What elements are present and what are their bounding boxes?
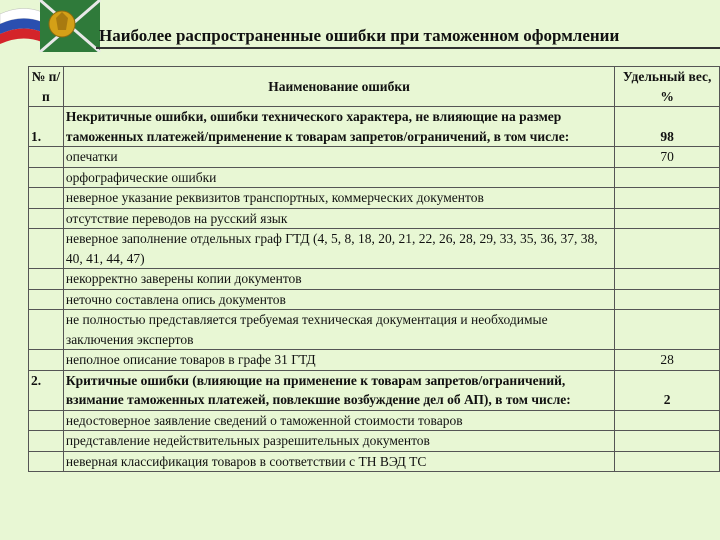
section1-num: 1. xyxy=(29,107,64,147)
header-weight: Удельный вес, % xyxy=(615,67,720,107)
row-weight xyxy=(615,310,720,350)
row-num-cell xyxy=(29,188,64,209)
row-weight xyxy=(615,269,720,290)
section2-weight: 2 xyxy=(615,370,720,410)
section2-row xyxy=(29,370,720,410)
slide-header xyxy=(0,0,720,56)
table-row xyxy=(29,289,720,310)
row-num-cell xyxy=(29,451,64,472)
row-error-text: неверная классификация товаров в соответствии с ТН ВЭД ТС xyxy=(63,451,614,472)
section2-title: Критичные ошибки (влияющие на применение к товарам запретов/ограничений, взимание таможенных платежей, повлекшие возбуждение дел об АП), в том числе: xyxy=(63,370,614,410)
row-weight xyxy=(615,229,720,269)
row-error-text: некорректно заверены копии документов xyxy=(63,269,614,290)
row-num-cell xyxy=(29,410,64,431)
row-error-text: опечатки xyxy=(63,147,614,168)
row-error-text: не полностью представляется требуемая техническая документация и необходимые заключения экспертов xyxy=(63,310,614,350)
row-weight xyxy=(615,167,720,188)
title-underline xyxy=(96,47,720,49)
table-row xyxy=(29,229,720,269)
table-row xyxy=(29,167,720,188)
table-row xyxy=(29,310,720,350)
row-num-cell xyxy=(29,269,64,290)
row-weight xyxy=(615,431,720,452)
row-num-cell xyxy=(29,431,64,452)
section2-num: 2. xyxy=(29,370,64,410)
row-num-cell xyxy=(29,208,64,229)
row-num-cell xyxy=(29,350,64,371)
table-row xyxy=(29,451,720,472)
row-error-text: неточно составлена опись документов xyxy=(63,289,614,310)
row-error-text: неверное заполнение отдельных граф ГТД (4, 5, 8, 18, 20, 21, 22, 26, 28, 29, 33, 35, 36, 37, 38, 40, 41, 44, 47) xyxy=(63,229,614,269)
row-weight xyxy=(615,410,720,431)
header-name: Наименование ошибки xyxy=(63,67,614,107)
russia-flag-emblem-icon xyxy=(0,0,110,52)
table-row xyxy=(29,431,720,452)
table-header-row xyxy=(29,67,720,107)
table-row xyxy=(29,269,720,290)
section1-row xyxy=(29,107,720,147)
row-weight xyxy=(615,289,720,310)
row-weight: 70 xyxy=(615,147,720,168)
table-row xyxy=(29,410,720,431)
table-row xyxy=(29,350,720,371)
section1-title: Некритичные ошибки, ошибки технического характера, не влияющие на размер таможенных платежей/применение к товарам запретов/ограничений, в том числе: xyxy=(63,107,614,147)
table-row xyxy=(29,188,720,209)
row-error-text: орфографические ошибки xyxy=(63,167,614,188)
row-error-text: неверное указание реквизитов транспортных, коммерческих документов xyxy=(63,188,614,209)
row-weight: 28 xyxy=(615,350,720,371)
row-num-cell xyxy=(29,147,64,168)
page-title: Наиболее распространенные ошибки при таможенном оформлении xyxy=(99,26,620,45)
row-weight xyxy=(615,208,720,229)
row-num-cell xyxy=(29,289,64,310)
row-error-text: отсутствие переводов на русский язык xyxy=(63,208,614,229)
row-num-cell xyxy=(29,310,64,350)
row-num-cell xyxy=(29,229,64,269)
section1-weight: 98 xyxy=(615,107,720,147)
row-error-text: недостоверное заявление сведений о таможенной стоимости товаров xyxy=(63,410,614,431)
row-error-text: неполное описание товаров в графе 31 ГТД xyxy=(63,350,614,371)
errors-table xyxy=(28,66,720,472)
table-row xyxy=(29,147,720,168)
row-error-text: представление недействительных разрешительных документов xyxy=(63,431,614,452)
row-weight xyxy=(615,188,720,209)
row-weight xyxy=(615,451,720,472)
header-num: № п/п xyxy=(29,67,64,107)
table-row xyxy=(29,208,720,229)
row-num-cell xyxy=(29,167,64,188)
